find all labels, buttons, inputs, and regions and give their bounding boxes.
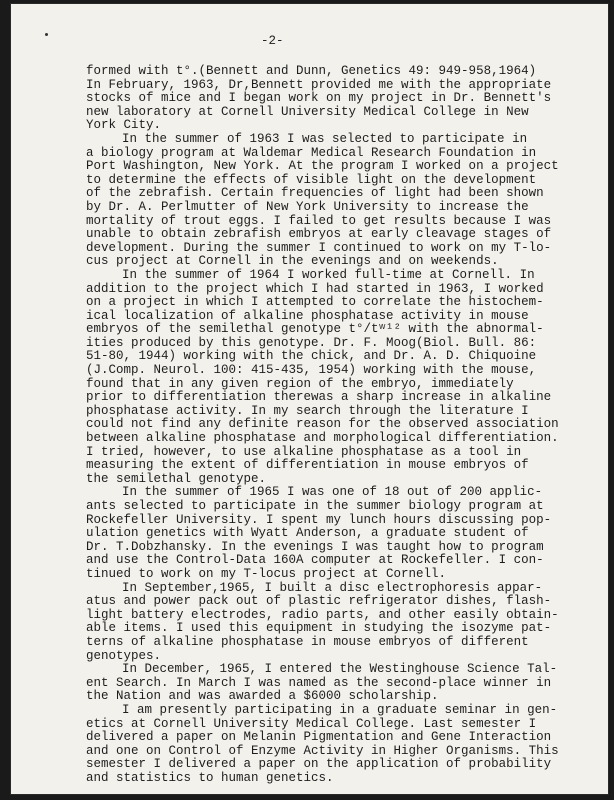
text-line: etics at Cornell University Medical College. Last semester I	[86, 716, 537, 731]
text-line: I tried, however, to use alkaline phosphatase as a tool in	[86, 444, 522, 459]
text-line: to determine the effects of visible light on the development	[86, 172, 537, 187]
text-line: York City.	[86, 118, 162, 133]
text-line: able items. I used this equipment in studying the isozyme pat-	[86, 621, 552, 636]
text-line: embryos of the semilethal genotype t°/tʷ¹² with the abnormal-	[86, 322, 544, 337]
text-line: addition to the project which I had started in 1963, I worked	[86, 281, 544, 296]
text-line: and use the Control-Data 160A computer at Rockefeller. I con-	[86, 553, 544, 568]
text-line: 51-80, 1944) working with the chick, and Dr. A. D. Chiquoine	[86, 349, 537, 364]
text-line: ities produced by this genotype. Dr. F. Moog(Biol. Bull. 86:	[86, 335, 537, 350]
text-line: new laboratory at Cornell University Medical College in New	[86, 104, 529, 119]
text-line: tinued to work on my T-locus project at Cornell.	[86, 566, 447, 581]
text-line: In September,1965, I built a disc electrophoresis appar-	[122, 580, 543, 595]
text-line: could not find any definite reason for the observed association	[86, 417, 559, 432]
text-line: development. During the summer I continued to work on my T-lo-	[86, 240, 552, 255]
text-line: found that in any given region of the embryo, immediately	[86, 376, 514, 391]
text-line: prior to differentiation therewas a sharp increase in alkaline	[86, 390, 552, 405]
text-line: cus project at Cornell in the evenings and on weekends.	[86, 254, 499, 269]
text-line: light battery electrodes, radio parts, and other easily obtain-	[86, 607, 559, 622]
text-line: ulation genetics with Wyatt Anderson, a graduate student of	[86, 526, 529, 541]
text-line: terns of alkaline phosphatase in mouse embryos of different	[86, 634, 529, 649]
text-line: Port Washington, New York. At the program I worked on a project	[86, 159, 559, 174]
text-line: Rockefeller University. I spent my lunch hours discussing pop-	[86, 512, 552, 527]
text-line: In the summer of 1965 I was one of 18 out of 200 applic-	[122, 485, 543, 500]
text-line: unable to obtain zebrafish embryos at early cleavage stages of	[86, 227, 552, 242]
text-line: by Dr. A. Perlmutter of New York University to increase the	[86, 199, 529, 214]
letter-body	[86, 65, 606, 785]
text-line: delivered a paper on Melanin Pigmentation and Gene Interaction	[86, 730, 552, 745]
text-line: measuring the extent of differentiation in mouse embryos of	[86, 458, 529, 473]
text-line: and statistics to human genetics.	[86, 770, 334, 785]
text-line: genotypes.	[86, 648, 162, 663]
text-line: I am presently participating in a graduate seminar in gen-	[122, 702, 558, 717]
text-line: mortality of trout eggs. I failed to get results because I was	[86, 213, 552, 228]
text-line: In December, 1965, I entered the Westinghouse Science Tal-	[122, 662, 558, 677]
text-line: In February, 1963, Dr,Bennett provided me with the appropriate	[86, 77, 552, 92]
text-line: (J.Comp. Neurol. 100: 415-435, 1954) working with the mouse,	[86, 363, 537, 378]
text-line: between alkaline phosphatase and morphological differentiation.	[86, 431, 559, 446]
text-line: of the zebrafish. Certain frequencies of light had been shown	[86, 186, 544, 201]
text-line: ants selected to participate in the summer biology program at	[86, 499, 544, 513]
ink-dot	[45, 33, 48, 36]
text-line: ical localization of alkaline phosphatase activity in mouse	[86, 308, 529, 323]
text-line: formed with t°.(Bennett and Dunn, Genetics 49: 949-958,1964)	[86, 64, 537, 78]
text-line: ent Search. In March I was named as the second-place winner in	[86, 675, 552, 690]
text-line: Dr. T.Dobzhansky. In the evenings I was taught how to program	[86, 539, 544, 554]
text-line: atus and power pack out of plastic refrigerator dishes, flash-	[86, 594, 552, 609]
document-page	[11, 4, 608, 794]
text-line: on a project in which I attempted to correlate the histochem-	[86, 295, 544, 310]
page-number: -2-	[261, 34, 284, 48]
text-line: a biology program at Waldemar Medical Research Foundation in	[86, 145, 537, 160]
text-line: phosphatase activity. In my search through the literature I	[86, 403, 529, 418]
text-line: semester I delivered a paper on the application of probability	[86, 757, 552, 772]
text-line: In the summer of 1964 I worked full-time at Cornell. In	[122, 267, 535, 282]
text-line: the Nation and was awarded a $6000 scholarship.	[86, 689, 439, 704]
text-line: the semilethal genotype.	[86, 471, 267, 486]
text-line: In the summer of 1963 I was selected to participate in	[122, 131, 528, 146]
text-line: and one on Control of Enzyme Activity in Higher Organisms. This	[86, 743, 559, 758]
text-line: stocks of mice and I began work on my project in Dr. Bennett's	[86, 91, 552, 106]
